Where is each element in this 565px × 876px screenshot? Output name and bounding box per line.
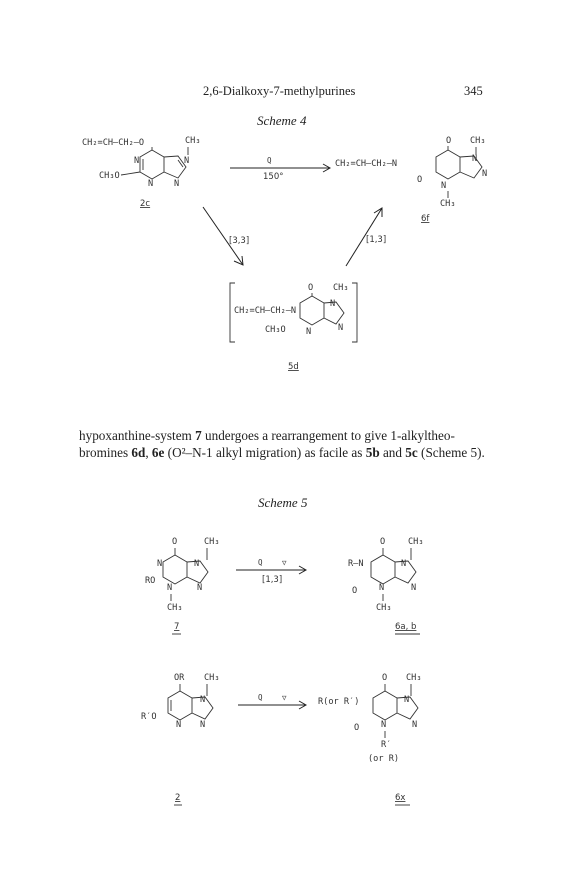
oxo-top: O: [446, 136, 452, 146]
methyl-7-bottom: CH₃: [167, 603, 183, 613]
methyl-group-right: CH₃: [470, 136, 486, 146]
scheme-4-title: Scheme 4: [257, 113, 307, 128]
ro-substituent-7: RO: [145, 576, 156, 586]
oxo-2-6x: O: [354, 723, 360, 733]
methyl-6ab-bottom: CH₃: [376, 603, 392, 613]
delta-symbol-row2: ▽: [282, 693, 287, 702]
molecule-6ab: [348, 537, 424, 634]
heat-symbol: Q: [267, 156, 272, 165]
compound-label-2c: 2c: [140, 199, 151, 209]
migration-1-3-label: [1,3]: [262, 575, 283, 585]
compound-ref-5b: 5b: [365, 444, 380, 460]
atom-n1-7: N: [157, 559, 163, 569]
compound-label-2: 2: [175, 793, 181, 803]
atom-n7-bottom: N: [330, 299, 336, 309]
atom-n7-6x: N: [404, 695, 410, 705]
scheme-5-title: Scheme 5: [258, 495, 308, 510]
allyl-nitrogen-bottom: CH₂=CH–CH₂–N: [234, 306, 297, 316]
compound-label-7: 7: [174, 622, 180, 632]
atom-n3-bottom: N: [306, 327, 312, 337]
methyl-6ab-top: CH₃: [408, 537, 424, 547]
methoxy-bottom: CH₃O: [265, 325, 286, 335]
methyl-7-top: CH₃: [204, 537, 220, 547]
atom-n7-6ab: N: [401, 559, 407, 569]
arrow-row2: [238, 693, 306, 709]
methyl-2-top: CH₃: [204, 673, 220, 683]
atom-n1: N: [134, 156, 140, 166]
rprime-n3-substituent: R′: [381, 740, 392, 750]
atom-n3-2: N: [176, 720, 182, 730]
rn-substituent-6ab: R–N: [348, 559, 364, 569]
running-title: 2,6-Dialkoxy-7-methylpurines: [203, 84, 356, 98]
atom-n3-6ab: N: [379, 583, 385, 593]
arrow-row1: [236, 558, 306, 585]
allyl-nitrogen-group: CH₂=CH–CH₂–N: [335, 159, 398, 169]
atom-n7-2: N: [200, 695, 206, 705]
compound-ref-7: 7: [195, 428, 202, 443]
oxo-7: O: [172, 537, 178, 547]
atom-n9-7: N: [197, 583, 203, 593]
page-number: 345: [464, 84, 483, 98]
compound-label-6f: 6f: [421, 214, 430, 224]
atom-n7-right: N: [472, 154, 478, 164]
or-substituent-2: OR: [174, 673, 185, 683]
atom-n8-right: N: [482, 169, 488, 179]
oxo-bottom: O: [308, 283, 314, 293]
atom-n7: N: [184, 156, 190, 166]
methyl-group: CH₃: [185, 136, 201, 146]
atom-n3: N: [148, 179, 154, 189]
temperature-label: 150°: [263, 172, 284, 182]
atom-n9-2: N: [200, 720, 206, 730]
methyl-6x-top: CH₃: [406, 673, 422, 683]
atom-n3-7: N: [167, 583, 173, 593]
molecule-6x: [318, 673, 422, 805]
oxo-6x: O: [382, 673, 388, 683]
compound-ref-6e: 6e: [151, 444, 165, 460]
r-or-rprime-substituent: R(or R′): [318, 697, 360, 707]
compound-ref-5c: 5c: [405, 444, 418, 460]
heat-symbol-row1: Q: [258, 558, 263, 567]
molecule-2: [141, 673, 220, 805]
sigmatropic-3-3-label: [3,3]: [229, 236, 250, 246]
atom-n9-6x: N: [412, 720, 418, 730]
compound-ref-6d: 6d: [131, 444, 146, 460]
compound-label-5d: 5d: [288, 362, 299, 372]
or-r-note: (or R): [368, 754, 400, 764]
atom-n7-7: N: [194, 559, 200, 569]
delta-symbol-row1: ▽: [282, 558, 287, 567]
compound-label-6x: 6x: [395, 793, 406, 803]
atom-n9: N: [174, 179, 180, 189]
atom-n9-6ab: N: [411, 583, 417, 593]
heat-symbol-row2: Q: [258, 693, 263, 702]
rprime-o-substituent-2: R′O: [141, 712, 157, 722]
compound-label-6ab: 6a, b: [395, 622, 417, 632]
methoxy-group: CH₃O: [99, 171, 120, 181]
methyl-n3: CH₃: [440, 199, 456, 209]
atom-n3-right: N: [441, 181, 447, 191]
oxo-2-6ab: O: [352, 586, 358, 596]
oxo-6ab: O: [380, 537, 386, 547]
molecule-7: [145, 537, 220, 634]
allyloxy-group: CH₂=CH–CH₂–O: [82, 138, 145, 148]
body-paragraph: hypoxanthine-system 7 undergoes a rearrangement to give 1-alkyltheo-bromines 6d, 6e (O²–N-1 alkyl migration) as facile as 5b and 5c (Scheme 5).: [79, 428, 485, 460]
atom-n3-6x: N: [381, 720, 387, 730]
methyl-group-bottom: CH₃: [333, 283, 349, 293]
atom-n9-bottom: N: [338, 323, 344, 333]
oxo-2: O: [417, 175, 423, 185]
sigmatropic-1-3-label: [1,3]: [366, 235, 387, 245]
